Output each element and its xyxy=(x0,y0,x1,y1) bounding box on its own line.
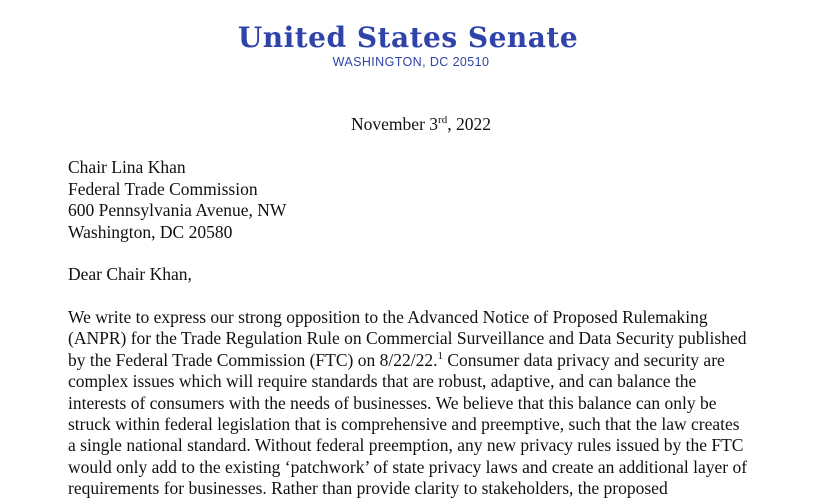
letterhead xyxy=(0,18,816,69)
body-line: interests of consumers with the needs of businesses. We believe that this balance can only be xyxy=(68,392,717,413)
footnote-marker[interactable]: 1 xyxy=(437,349,443,362)
date-year: , 2022 xyxy=(447,114,491,134)
address-line-city: Washington, DC 20580 xyxy=(68,221,233,242)
body-line: We write to express our strong opposition to the Advanced Notice of Proposed Rulemaking xyxy=(68,307,708,327)
salutation: Dear Chair Khan, xyxy=(68,264,192,284)
senate-location: WASHINGTON, DC 20510 xyxy=(332,55,490,69)
body-line-text: Consumer data privacy and security are xyxy=(442,349,725,370)
address-line-street: 600 Pennsylvania Avenue, NW xyxy=(68,200,287,220)
body-line: (ANPR) for the Trade Regulation Rule on Commercial Surveillance and Data Security published xyxy=(68,328,747,349)
date-ordinal-suffix: rd xyxy=(438,114,448,126)
body-line: would only add to the existing ‘patchwork’ of state privacy laws and create an additional layer of xyxy=(68,456,748,477)
senate-title: United States Senate xyxy=(237,21,579,54)
address-line-agency: Federal Trade Commission xyxy=(68,178,258,199)
body-line-text: by the Federal Trade Commission (FTC) on 8/22/22. xyxy=(68,349,438,370)
body-line: requirements for businesses. Rather than provide clarity to stakeholders, the proposed xyxy=(68,478,668,499)
letter-date xyxy=(0,113,816,135)
letter-body xyxy=(68,307,813,500)
body-line xyxy=(68,350,813,371)
body-line: a single national standard. Without federal preemption, any new privacy rules issued by the FTC xyxy=(68,435,744,456)
body-line: struck within federal legislation that is comprehensive and preemptive, such that the law creates xyxy=(68,414,740,435)
address-line-name: Chair Lina Khan xyxy=(68,157,186,177)
body-line: complex issues which will require standards that are robust, adaptive, and can balance the xyxy=(68,371,697,392)
date-month-day: November 3 xyxy=(351,114,439,134)
recipient-address xyxy=(68,157,286,243)
